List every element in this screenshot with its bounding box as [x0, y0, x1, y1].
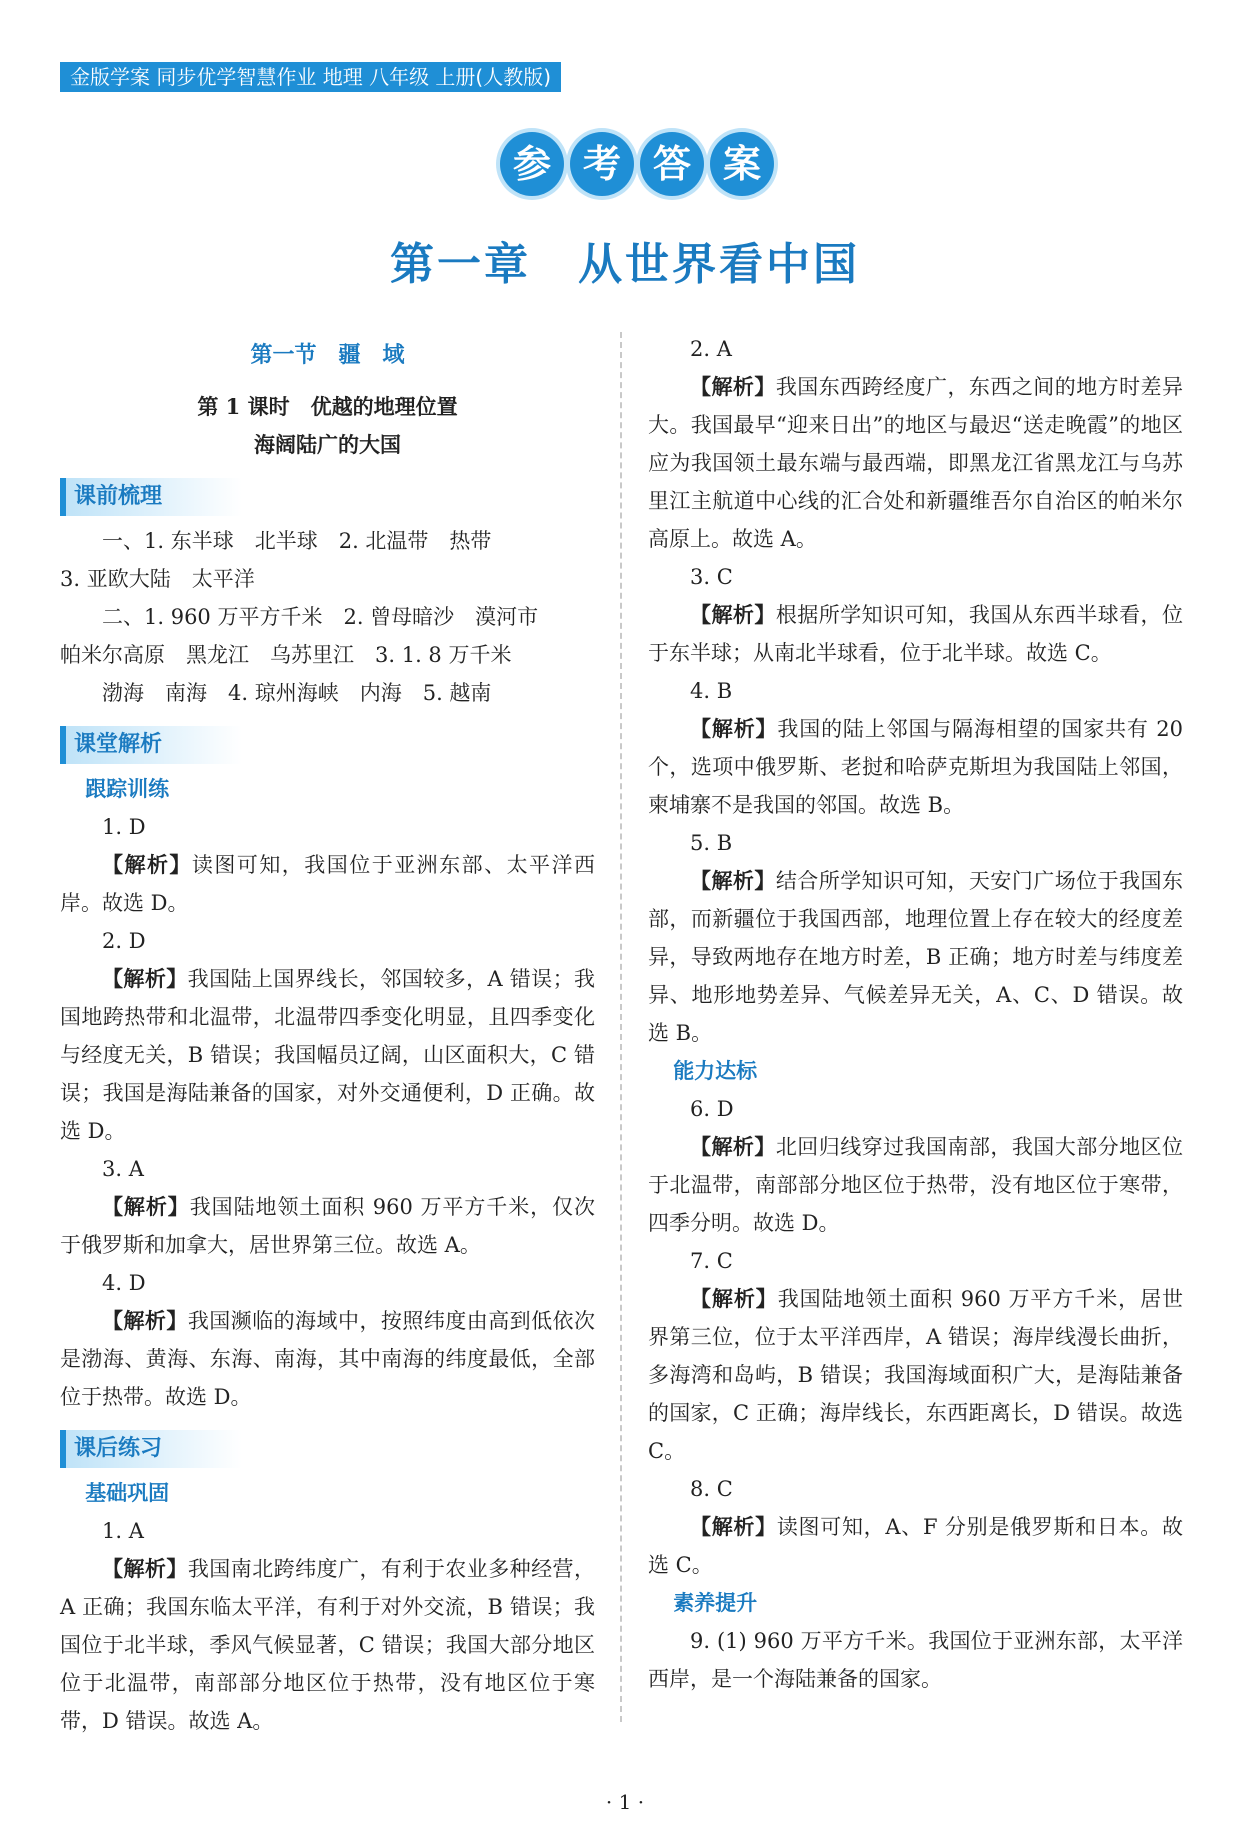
explanation-text: 读图可知，A、F 分别是俄罗斯和日本。故选 C。 — [648, 1515, 1183, 1577]
title-char: 案 — [710, 132, 774, 196]
explanation-text: 我国东西跨经度广，东西之间的地方时差异大。我国最早“迎来日出”的地区与最迟“送走晚霞”的地区应为我国领土最东端与最西端，即黑龙江省黑龙江与乌苏里江主航道中心线的汇合处和新疆维吾尔自治区的帕米尔高原上。故选 A。 — [648, 375, 1184, 551]
chapter-title: 第一章 从世界看中国 — [390, 239, 860, 290]
right-column — [648, 330, 1183, 1698]
lesson-subtitle: 海阔陆广的大国 — [254, 432, 401, 457]
explanation-text: 我国陆地领土面积 960 万平方千米，居世界第三位，位于太平洋西岸，A 错误；海岸线漫长曲折，多海湾和岛屿，B 错误；我国海域面积广大，是海陆兼备的国家，C 正确；海岸线长，东西距离长，D 错误。故选 C。 — [648, 1287, 1184, 1463]
book-header: 金版学案 同步优学智慧作业 地理 八年级 上册(人教版) — [60, 62, 561, 92]
explanation — [60, 960, 595, 1150]
sub-heading: 基础巩固 — [85, 1480, 170, 1505]
pre-line: 一、1. 东半球 北半球 2. 北温带 热带 — [102, 529, 492, 553]
answer: 2. D — [102, 929, 146, 953]
jiexi-label: 【解析】 — [102, 1556, 188, 1581]
answer: 7. C — [690, 1249, 733, 1273]
sub-heading: 素养提升 — [673, 1590, 758, 1615]
answer: 8. C — [690, 1477, 733, 1501]
explanation-text: 根据所学知识可知，我国从东西半球看，位于东半球；从南北半球看，位于北半球。故选 C。 — [648, 603, 1184, 665]
explanation — [60, 846, 595, 922]
jiexi-label: 【解析】 — [690, 374, 776, 399]
jiexi-label: 【解析】 — [690, 1514, 777, 1539]
tag-in-class: 课堂解析 — [60, 726, 242, 764]
explanation-text: 我国陆上国界线长，邻国较多，A 错误；我国地跨热带和北温带，北温带四季变化明显，且四季变化与经度无关，B 错误；我国幅员辽阔，山区面积大，C 错误；我国是海陆兼备的国家，对外交通便利，D 正确。故选 D。 — [60, 967, 596, 1143]
lesson-title: 第 1 课时 优越的地理位置 — [197, 394, 458, 419]
title-char: 参 — [500, 132, 564, 196]
explanation — [648, 596, 1183, 672]
explanation — [648, 862, 1183, 1052]
page-number: · 1 · — [605, 1790, 645, 1814]
title-char: 考 — [570, 132, 634, 196]
answer: 5. B — [690, 831, 733, 855]
jiexi-label: 【解析】 — [102, 966, 188, 991]
column-divider — [620, 332, 622, 1722]
jiexi-label: 【解析】 — [102, 1308, 188, 1333]
explanation-text: 我国南北跨纬度广，有利于农业多种经营，A 正确；我国东临太平洋，有利于对外交流，B 错误；我国位于北半球，季风气候显著，C 错误；我国大部分地区位于北温带，南部部分地区位于热带，没有地区位于寒带，D 错误。故选 A。 — [60, 1557, 596, 1733]
answers-title — [500, 132, 774, 196]
explanation-text: 读图可知，我国位于亚洲东部、太平洋西岸。故选 D。 — [60, 853, 595, 915]
jiexi-label: 【解析】 — [690, 716, 778, 741]
jiexi-label: 【解析】 — [690, 602, 776, 627]
explanation — [648, 368, 1183, 558]
tag-after-class: 课后练习 — [60, 1430, 242, 1468]
pre-line: 3. 亚欧大陆 太平洋 — [60, 567, 255, 591]
answer: 1. D — [102, 815, 146, 839]
answer: 6. D — [690, 1097, 734, 1121]
jiexi-label: 【解析】 — [690, 868, 776, 893]
pre-line: 渤海 南海 4. 琼州海峡 内海 5. 越南 — [102, 681, 492, 705]
answer: 1. A — [102, 1519, 144, 1543]
explanation — [648, 1508, 1183, 1584]
explanation-text: 北回归线穿过我国南部，我国大部分地区位于北温带，南部部分地区位于热带，没有地区位于寒带，四季分明。故选 D。 — [648, 1135, 1184, 1235]
explanation-text: 结合所学知识可知，天安门广场位于我国东部，而新疆位于我国西部，地理位置上存在较大的经度差异，导致两地存在地方时差，B 正确；地方时差与纬度差异、地形地势差异、气候差异无关，A、C、D 错误。故选 B。 — [648, 869, 1184, 1045]
sub-heading: 能力达标 — [673, 1058, 758, 1083]
tag-pre-class: 课前梳理 — [60, 478, 242, 516]
explanation — [60, 1550, 595, 1740]
pre-line: 帕米尔高原 黑龙江 乌苏里江 3. 1. 8 万千米 — [60, 643, 512, 667]
pre-line: 二、1. 960 万平方千米 2. 曾母暗沙 漠河市 — [102, 605, 539, 629]
answer: 4. D — [102, 1271, 146, 1295]
explanation — [60, 1302, 595, 1416]
answer: 2. A — [690, 337, 732, 361]
explanation-text: 我国濒临的海域中，按照纬度由高到低依次是渤海、黄海、东海、南海，其中南海的纬度最低，全部位于热带。故选 D。 — [60, 1309, 596, 1409]
jiexi-label: 【解析】 — [102, 852, 192, 877]
jiexi-label: 【解析】 — [690, 1134, 776, 1159]
explanation — [648, 1280, 1183, 1470]
title-char: 答 — [640, 132, 704, 196]
explanation — [648, 1128, 1183, 1242]
answer: 4. B — [690, 679, 733, 703]
jiexi-label: 【解析】 — [690, 1286, 778, 1311]
left-column — [60, 330, 595, 1740]
answer: 3. A — [102, 1157, 144, 1181]
explanation — [648, 710, 1183, 824]
explanation-text: 我国的陆上邻国与隔海相望的国家共有 20 个，选项中俄罗斯、老挝和哈萨克斯坦为我国陆上邻国，柬埔寨不是我国的邻国。故选 B。 — [648, 717, 1183, 817]
sub-heading: 跟踪训练 — [85, 776, 170, 801]
explanation-text: 我国陆地领土面积 960 万平方千米，仅次于俄罗斯和加拿大，居世界第三位。故选 A。 — [60, 1195, 596, 1257]
explanation — [60, 1188, 595, 1264]
answer: 9. (1) 960 万平方千米。我国位于亚洲东部，太平洋西岸，是一个海陆兼备的国家。 — [648, 1629, 1183, 1691]
jiexi-label: 【解析】 — [102, 1194, 190, 1219]
answer: 3. C — [690, 565, 733, 589]
section-title: 第一节 疆 域 — [250, 342, 405, 368]
